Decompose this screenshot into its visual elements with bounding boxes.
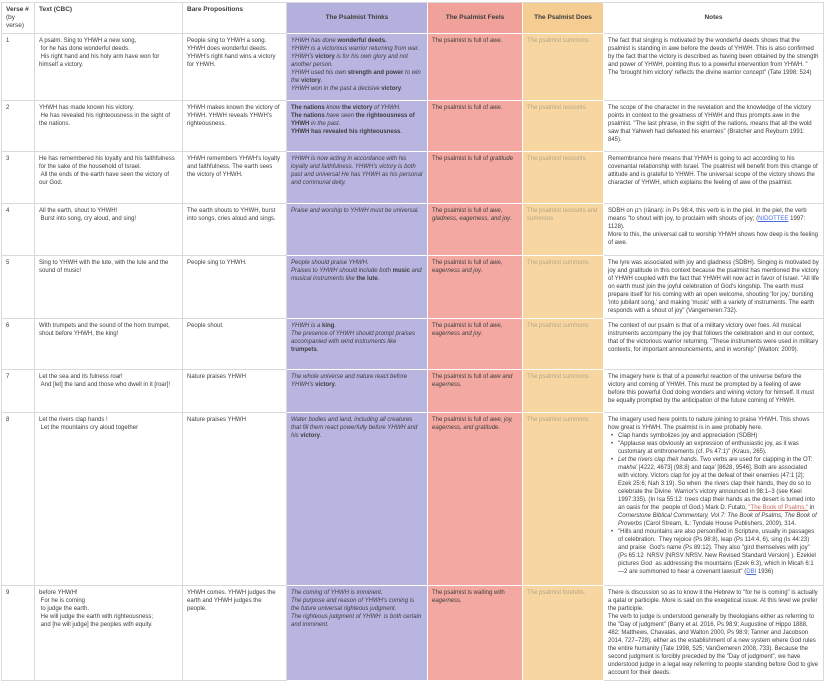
psalmist-does-text: The psalmist recounts xyxy=(527,156,586,162)
cell-bare-propositions xyxy=(183,319,287,370)
column-header-row xyxy=(2,3,824,34)
paragraph xyxy=(432,322,518,338)
text-segment: to win the xyxy=(291,70,423,84)
cell-psalmist-feels xyxy=(428,319,523,370)
text-segment: . xyxy=(377,276,380,282)
text-segment: have seen xyxy=(326,113,356,119)
psalmist-does-text: The psalmist recounts and summons xyxy=(527,208,598,222)
cell-bare-propositions xyxy=(183,370,287,413)
cell-psalmist-does xyxy=(523,256,604,319)
text-segment: The nations xyxy=(291,105,327,111)
text-segment: awe and eagerness xyxy=(432,374,515,388)
paragraph xyxy=(187,37,282,69)
text-segment: Praises to YHWH should include both xyxy=(291,268,393,274)
verse-line: Burst into song, cry aloud, and sing! xyxy=(39,216,137,222)
verse-line: All the earth, shout to YHWH! xyxy=(39,208,118,214)
verse-line: He will judge the earth with righteousness; xyxy=(39,614,154,620)
cell-verse-number: 2 xyxy=(2,101,35,152)
cell-psalmist-thinks xyxy=(287,204,428,256)
text-segment: YHWH's xyxy=(291,54,316,60)
column-header-notes: Notes xyxy=(604,3,824,34)
text-segment: victory xyxy=(300,433,321,439)
paragraph xyxy=(291,330,423,354)
text-segment: [8628, 9546]. Both are associated with victory. Victors clap for joy at the defeat of their enemies (47:1 [2]; Ezek 25:6; Nah 3:19). So when the rivers clap their hands, they do so to celebrate the Divine Warrior's victory announced in 98:1–3 (see Keel 1997:335). (In Isa 55:12 trees clap their hands as the desert is turned into an oasis for the people of God.) Mark D. Futato, xyxy=(618,465,817,511)
verse-line: All the ends of the earth have seen the victory of our God. xyxy=(39,172,171,186)
cell-psalmist-does xyxy=(523,204,604,256)
text-segment: YHWH is a xyxy=(291,323,323,329)
psalmist-does-text: The psalmist summons xyxy=(527,260,589,266)
column-header-text-cbc: Text (CBC) xyxy=(35,3,183,34)
text-segment: victory xyxy=(315,382,335,388)
cell-verse-number: 9 xyxy=(2,586,35,681)
verse-line: He has remembered his loyalty and his faithfulness for the sake of the household of Israel. xyxy=(39,156,177,170)
paragraph xyxy=(608,231,819,247)
cell-bare-propositions xyxy=(183,101,287,152)
paragraph xyxy=(187,207,282,223)
column-header-verse xyxy=(2,3,35,34)
text-segment: in the past. xyxy=(309,121,341,127)
text-segment: . xyxy=(460,382,462,388)
verse-line: Let the mountains cry aloud together xyxy=(39,425,139,431)
cell-text-cbc xyxy=(35,586,183,681)
cell-text-cbc xyxy=(35,101,183,152)
column-header-bare-propositions: Bare Propositions xyxy=(183,3,287,34)
cell-psalmist-does xyxy=(523,413,604,586)
text-segment: The nations xyxy=(291,113,327,119)
verse-line: Let the sea and its fulness roar! xyxy=(39,374,123,380)
cell-verse-number: 8 xyxy=(2,413,35,586)
cell-text-cbc xyxy=(35,256,183,319)
text-segment: . xyxy=(401,86,403,92)
text-segment: . xyxy=(481,331,483,337)
text-segment: YHWH is now acting in accordance with his loyalty and faithfulness. YHWH's victory is both past and universal He has YHWH as his personal and communal deity. xyxy=(291,156,424,186)
paragraph xyxy=(291,53,423,69)
paragraph xyxy=(608,373,819,405)
verse-header-label: Verse # xyxy=(6,6,29,13)
cell-verse-number: 6 xyxy=(2,319,35,370)
cell-bare-propositions xyxy=(183,256,287,319)
verse-line: Let the rivers clap hands ! xyxy=(39,417,108,423)
text-segment: . xyxy=(500,105,503,111)
cell-bare-propositions xyxy=(183,34,287,101)
paragraph xyxy=(291,45,423,53)
paragraph xyxy=(187,416,282,424)
cell-notes xyxy=(604,101,824,152)
paragraph xyxy=(291,322,423,330)
verse-line: His right hand and his holy arm have won for himself a victory. xyxy=(39,54,162,68)
text-segment: Cornerstone Biblical Commentary, Vol 7: The Book of Psalms, The Book of Proverbs xyxy=(618,513,819,527)
text-segment: The psalmist is full of xyxy=(432,208,490,214)
cell-psalmist-feels xyxy=(428,101,523,152)
text-segment: The psalmist is waiting with xyxy=(432,590,507,596)
cell-psalmist-thinks xyxy=(287,319,428,370)
text-segment: awe xyxy=(489,105,501,111)
text-segment: Praise and worship to YHWH must be universal. xyxy=(291,208,419,214)
text-segment: victory xyxy=(315,54,335,60)
cell-notes xyxy=(604,413,824,586)
cell-verse-number: 4 xyxy=(2,204,35,256)
paragraph xyxy=(291,128,423,136)
text-segment: The purpose and reason of YHWH's coming is the future universal righteous judgment. xyxy=(291,598,416,612)
cell-psalmist-thinks xyxy=(287,586,428,681)
text-segment: 1997: 1128). xyxy=(608,216,807,230)
cell-psalmist-thinks xyxy=(287,370,428,413)
cell-psalmist-feels xyxy=(428,204,523,256)
verse-line: And [let] the land and those who dwell in it [roar]! xyxy=(39,382,171,388)
cell-text-cbc xyxy=(35,319,183,370)
text-segment: YHWH is a victorious warrior returning from war. xyxy=(291,46,420,52)
text-segment: Nature praises YHWH xyxy=(187,417,246,423)
note-bullet-item xyxy=(608,528,819,576)
text-segment: of YHWH. xyxy=(372,105,401,111)
text-segment: awe xyxy=(489,38,501,44)
text-segment: The verb to judge is understood generally by theologians either as referring to the "Day of judgment" (Barry et al. 2016, Ps 98:9; Augustine of Hippo 1888, 482; Matthews, Chavalas, and Walton 2000, Ps 98:9; Tanner and Jacobson 2014, 727–728), either as the establishment of a new system where God rules the entire humanity (Tate 1998, 525; VanGemeren 2008, 733). Because the second judgment is forcibly preceded by the "Day of judgment", we have understood judge in a legal way referring to people standing before God to give account for their deeds. xyxy=(608,614,820,676)
cell-psalmist-thinks xyxy=(287,101,428,152)
paragraph xyxy=(291,373,423,389)
text-segment: . xyxy=(500,38,503,44)
paragraph xyxy=(432,259,518,275)
text-segment: More to this, the universal call to worship YHWH shows how deep is the feeling of awe. xyxy=(608,232,820,246)
citation-link[interactable]: "The Book of Psalms," xyxy=(748,505,809,511)
cell-notes xyxy=(604,204,824,256)
text-segment: The earth shouts to YHWH, burst into songs, cries aloud and sings. xyxy=(187,208,277,222)
text-segment: 1936) xyxy=(756,569,774,575)
table-body xyxy=(2,34,824,681)
text-segment: The psalmist is full of xyxy=(432,105,490,111)
paragraph xyxy=(432,104,518,112)
table-row xyxy=(2,101,824,152)
text-segment: . xyxy=(320,78,323,84)
text-segment: The scope of the character in the revelation and the knowledge of the victory points in context to the greatness of YHWH and thus prompts awe in the psalmist. "The last phrase, in the sight of the nations, means that all the wold saw that Yahweh had defeated his enemies" (Bratcher and Reyburn 1991: 845). xyxy=(608,105,814,143)
text-segment: king xyxy=(322,323,335,329)
text-segment: YHWH used his own xyxy=(291,70,348,76)
cell-psalmist-feels xyxy=(428,586,523,681)
text-segment: People sing to YHWH. xyxy=(187,260,247,266)
text-segment: Let the rivers clap their hands. xyxy=(618,457,699,463)
text-segment: . xyxy=(481,268,483,274)
paragraph xyxy=(187,322,282,330)
text-segment: awe, joy, eagerness, and gratitude xyxy=(432,417,515,431)
text-segment: Remembrance here means that YHWH is going to act according to his covenantal relationship with Israel. The psalmist will benefit from this change of attitude and is grateful to YHWH. The universal scope of the victory shows the character of YHWH, which explains the feeling of awe of the psalmist. xyxy=(608,156,820,186)
paragraph xyxy=(187,259,282,267)
paragraph xyxy=(608,155,819,187)
paragraph xyxy=(608,613,819,677)
text-segment: "Hills and mountains are also personified in Scripture, usually in passages of celebration. They rejoice (Ps 98:8), leap (Ps 114:4, 6), sing (Is 44:23) and praise God's name (Ps 89:12). They also "gird themselves with joy" (Ps 65:12 NRSV [NRSV NRSV. New Revised Standard Version] ). Ezekiel pictures God as addressing the mountains (Ezek 6:3), which in Micah 6:1—2 are summoned to hear a covenant lawsuit" ( xyxy=(618,529,818,575)
text-segment: [4222, 4673] (98:8) and xyxy=(637,465,703,471)
text-segment: The coming of YHWH is imminent. xyxy=(291,590,383,596)
text-segment: YHWH won in the past a decisive xyxy=(291,86,382,92)
text-segment: The imagery used here points to nature joining to praise YHWH. This shows how great is YHWH. The psalmist is in awe probably here. xyxy=(608,417,812,431)
column-header-psalmist-does: The Psalmist Does xyxy=(523,3,604,34)
paragraph xyxy=(432,207,518,223)
cell-notes xyxy=(604,586,824,681)
cell-bare-propositions xyxy=(183,586,287,681)
text-segment: The psalmist is full of xyxy=(432,323,490,329)
cell-text-cbc xyxy=(35,413,183,586)
verse-line: for he has done wonderful deeds. xyxy=(39,46,130,52)
psalmist-does-text: The psalmist summons xyxy=(527,417,589,423)
cell-text-cbc xyxy=(35,370,183,413)
cell-bare-propositions xyxy=(183,204,287,256)
table-row xyxy=(2,319,824,370)
paragraph xyxy=(291,37,423,45)
cell-psalmist-thinks xyxy=(287,34,428,101)
cell-verse-number: 7 xyxy=(2,370,35,413)
verse-line: YHWH has made known his victory. xyxy=(39,105,134,111)
psalmist-does-text: The psalmist foretells. xyxy=(527,590,586,596)
paragraph xyxy=(432,155,518,163)
paragraph xyxy=(608,37,819,77)
cell-verse-number: 5 xyxy=(2,256,35,319)
text-segment: People sing to YHWH a song. YHWH does wonderful deeds. YHWH's right hand wins a victory for YHWH. xyxy=(187,38,278,68)
psalmist-does-text: The psalmist summons xyxy=(527,38,589,44)
paragraph xyxy=(291,104,423,112)
cell-psalmist-feels xyxy=(428,256,523,319)
psalmist-does-text: The psalmist summons xyxy=(527,374,589,380)
text-segment: The context of our psalm is that of a military victory over foes. All musical instruments accompany the joy that follows the celebration and in our context, that of the victorious warrior returning. "These instruments were used in military contexts, for important announcements, and in worship" (Walton: 2009). xyxy=(608,323,820,353)
text-segment: The psalmist is full of xyxy=(432,38,490,44)
cell-psalmist-feels xyxy=(428,370,523,413)
cell-bare-propositions xyxy=(183,413,287,586)
paragraph xyxy=(608,322,819,354)
text-segment: The psalmist is full of xyxy=(432,156,490,162)
text-segment: SDBH on רנן (rānan): in Ps 98:4, this verb is in the piel. In the piel, the verb means "to shout with joy, to proclaim with shouts of joy; ( xyxy=(608,208,809,222)
text-segment: . xyxy=(320,433,322,439)
text-segment: The imagery here is that of a powerful reaction of the universe before the victory and coming of YHWH. This must be prompted by a feeling of awe before this powerful God doing wonders and wining victory for himself. It must be equally prompted by the anticipation of the future coming of YHWH. xyxy=(608,374,816,404)
paragraph xyxy=(291,259,423,267)
cell-psalmist-does xyxy=(523,319,604,370)
paragraph xyxy=(608,416,819,432)
paragraph xyxy=(291,589,423,597)
cell-verse-number: 3 xyxy=(2,152,35,204)
text-segment: YHWH makes known the victory of YHWH. YHWH reveals YHWH's righteousness. xyxy=(187,105,281,127)
text-segment: The presence of YHWH should prompt praises accompanied with wind instruments like xyxy=(291,331,417,345)
text-segment: is for his own glory and not another person. xyxy=(291,54,410,68)
cell-notes xyxy=(604,370,824,413)
paragraph xyxy=(291,69,423,85)
verse-line: Sing to YHWH with the lute, with the lute and the sound of music! xyxy=(39,260,170,274)
verse-line: He has revealed his righteousness in the sight of the nations. xyxy=(39,113,172,127)
text-segment: makha' xyxy=(618,465,638,471)
text-segment: Nature praises YHWH xyxy=(187,374,246,380)
text-segment: The righteous judgment of YHWH is both certain and imminent. xyxy=(291,614,423,628)
text-segment: awe, gladness, eagerness, and joy xyxy=(432,208,511,222)
text-segment: The psalmist is full of xyxy=(432,417,490,423)
paragraph xyxy=(291,155,423,187)
psalm-analysis-table xyxy=(1,2,824,681)
text-segment: YHWH comes. YHWH judges the earth and YHWH judges the people. xyxy=(187,590,278,612)
paragraph xyxy=(291,85,423,93)
citation-link[interactable]: DBI xyxy=(746,569,757,575)
paragraph xyxy=(291,416,423,440)
note-bullet-item xyxy=(608,456,819,528)
cell-psalmist-does xyxy=(523,152,604,204)
text-segment: . xyxy=(334,323,337,329)
paragraph xyxy=(187,589,282,613)
table-row xyxy=(2,586,824,681)
text-segment: The whole universe and nature react before YHWH's xyxy=(291,374,409,388)
table-row xyxy=(2,204,824,256)
table-row xyxy=(2,413,824,586)
cell-bare-propositions xyxy=(183,152,287,204)
cell-psalmist-feels xyxy=(428,152,523,204)
text-segment: trumpets xyxy=(291,347,317,353)
cell-verse-number: 1 xyxy=(2,34,35,101)
text-segment: know xyxy=(326,105,343,111)
text-segment: (Carol Stream, IL: Tyndale House Publishers, 2009), 314. xyxy=(642,521,796,527)
text-segment: strength and power xyxy=(347,70,404,76)
cell-notes xyxy=(604,34,824,101)
cell-psalmist-does xyxy=(523,34,604,101)
cell-text-cbc xyxy=(35,34,183,101)
text-segment: The lyre was associated with joy and gladness (SDBH). Singing is motivated by joy and gratitude in this context because the psalmist has mentioned the victory of YHWH coupled with the fact that YHWH will now act in favor of Israel. "All life on earth must join the joyful celebration of God's kingship. The earth must prepare itself for his coming with an open welcome, shouting 'for joy,' bursting 'into jubilant song,' and making 'music' with a variety of instruments. The earth responds with a shout of joy" (Vangemeren:732). xyxy=(608,260,821,314)
verse-line: A psalm. Sing to YHWH a new song, xyxy=(39,38,137,44)
text-segment: . xyxy=(334,382,337,388)
text-segment: . xyxy=(460,598,462,604)
cell-psalmist-feels xyxy=(428,413,523,586)
table-row xyxy=(2,370,824,413)
cell-notes xyxy=(604,152,824,204)
verse-line: For he is coming xyxy=(39,598,86,604)
text-segment: YHWH remembers YHWH's loyalty and faithfulness. The earth sees the victory of YHWH. xyxy=(187,156,282,178)
psalmist-does-text: The psalmist summons xyxy=(527,323,589,329)
paragraph xyxy=(291,613,423,629)
paragraph xyxy=(432,589,518,605)
paragraph xyxy=(608,589,819,613)
cell-notes xyxy=(604,256,824,319)
paragraph xyxy=(291,207,423,215)
text-segment: The psalmist is full of xyxy=(432,374,490,380)
text-segment: awe, eagerness and joy xyxy=(432,260,505,274)
paragraph xyxy=(291,597,423,613)
table-row xyxy=(2,152,824,204)
text-segment: victory xyxy=(381,86,402,92)
text-segment: The fact that singing is motivated by the wonderful deeds shows that the psalmist is standing in awe before the deeds of YHWH. This is also confirmed by the fact that the victory is described as having been obtained by the strength and power of YHWH, pointing thus to a powerful intervention from YHWH. " The 'brought him victory' reflects the divine warrior concept" (Tate 1998: 524) xyxy=(608,38,821,76)
cell-psalmist-thinks xyxy=(287,256,428,319)
text-segment: "Applause was obviously an expression of enthusiastic joy, as it was customary at enthronements (cf. Ps 47:1)" (Kraus, 265). xyxy=(618,441,801,455)
paragraph xyxy=(187,104,282,128)
paragraph xyxy=(291,112,423,128)
text-segment: awe, eagerness and joy xyxy=(432,323,505,337)
text-segment: Two verbs are used for clapping in the OT: xyxy=(698,457,815,463)
verse-line: With trumpets and the sound of the horn trumpet, shout before YHWH, the king! xyxy=(39,323,172,337)
text-segment: The psalmist is full of xyxy=(432,260,490,266)
text-segment: the victory xyxy=(342,105,373,111)
text-segment: There is discussion so as to know it the Hebrew to "for he is coming" is actually a qatal or participle. More is said on the exegetical issue. At this level we prefer the participle. xyxy=(608,590,820,612)
paragraph xyxy=(187,373,282,381)
text-segment: . xyxy=(400,129,403,135)
text-segment: Clap hands symbolizes joy and appreciation (SDBH) xyxy=(618,433,758,439)
cell-psalmist-does xyxy=(523,586,604,681)
cell-notes xyxy=(604,319,824,370)
verse-header-sublabel: (by verse) xyxy=(6,14,25,29)
text-segment: People shout. xyxy=(187,323,224,329)
text-segment: . xyxy=(510,216,512,222)
paragraph xyxy=(608,207,819,231)
text-segment: the lute xyxy=(356,276,378,282)
text-segment: People should praise YHWH. xyxy=(291,260,369,266)
text-segment: YHWH has done xyxy=(291,38,338,44)
text-segment: YHWH has revealed his righteousness xyxy=(291,129,401,135)
column-header-psalmist-feels: The Psalmist Feels xyxy=(428,3,523,34)
cell-text-cbc xyxy=(35,152,183,204)
cell-text-cbc xyxy=(35,204,183,256)
text-segment: taqa' xyxy=(702,465,716,471)
cell-psalmist-thinks xyxy=(287,413,428,586)
paragraph xyxy=(432,416,518,432)
psalmist-does-text: The psalmist recounts xyxy=(527,105,586,111)
column-header-psalmist-thinks: The Psalmist Thinks xyxy=(287,3,428,34)
paragraph xyxy=(608,104,819,144)
text-segment: wonderful deeds. xyxy=(337,38,387,44)
verse-line: to judge the earth. xyxy=(39,606,90,612)
paragraph xyxy=(187,155,282,179)
table-row xyxy=(2,34,824,101)
text-segment: victory xyxy=(301,78,321,84)
note-bullet-item xyxy=(608,440,819,456)
text-segment: . xyxy=(498,425,501,431)
text-segment: . xyxy=(316,347,319,353)
text-segment: and musical instruments like xyxy=(291,268,424,282)
text-segment: music xyxy=(392,268,410,274)
text-segment: gratitude xyxy=(489,156,514,162)
text-segment: Water bodies and land, including all creatures that fill them react powerfully before YHWH and his xyxy=(291,417,419,439)
cell-psalmist-feels xyxy=(428,34,523,101)
paragraph xyxy=(432,37,518,45)
cell-psalmist-does xyxy=(523,370,604,413)
paragraph xyxy=(291,267,423,283)
text-segment: the righteousness of YHWH xyxy=(291,113,417,127)
table-row xyxy=(2,256,824,319)
paragraph xyxy=(432,373,518,389)
text-segment: in xyxy=(808,505,817,511)
citation-link[interactable]: NIDOTTEE xyxy=(758,216,789,222)
cell-psalmist-does xyxy=(523,101,604,152)
verse-line: before YHWH! xyxy=(39,590,78,596)
paragraph xyxy=(608,259,819,315)
text-segment: eagerness xyxy=(432,598,461,604)
cell-psalmist-thinks xyxy=(287,152,428,204)
verse-line: and [he will judge] the peoples with equity. xyxy=(39,622,153,628)
note-bullet-item xyxy=(608,432,819,440)
